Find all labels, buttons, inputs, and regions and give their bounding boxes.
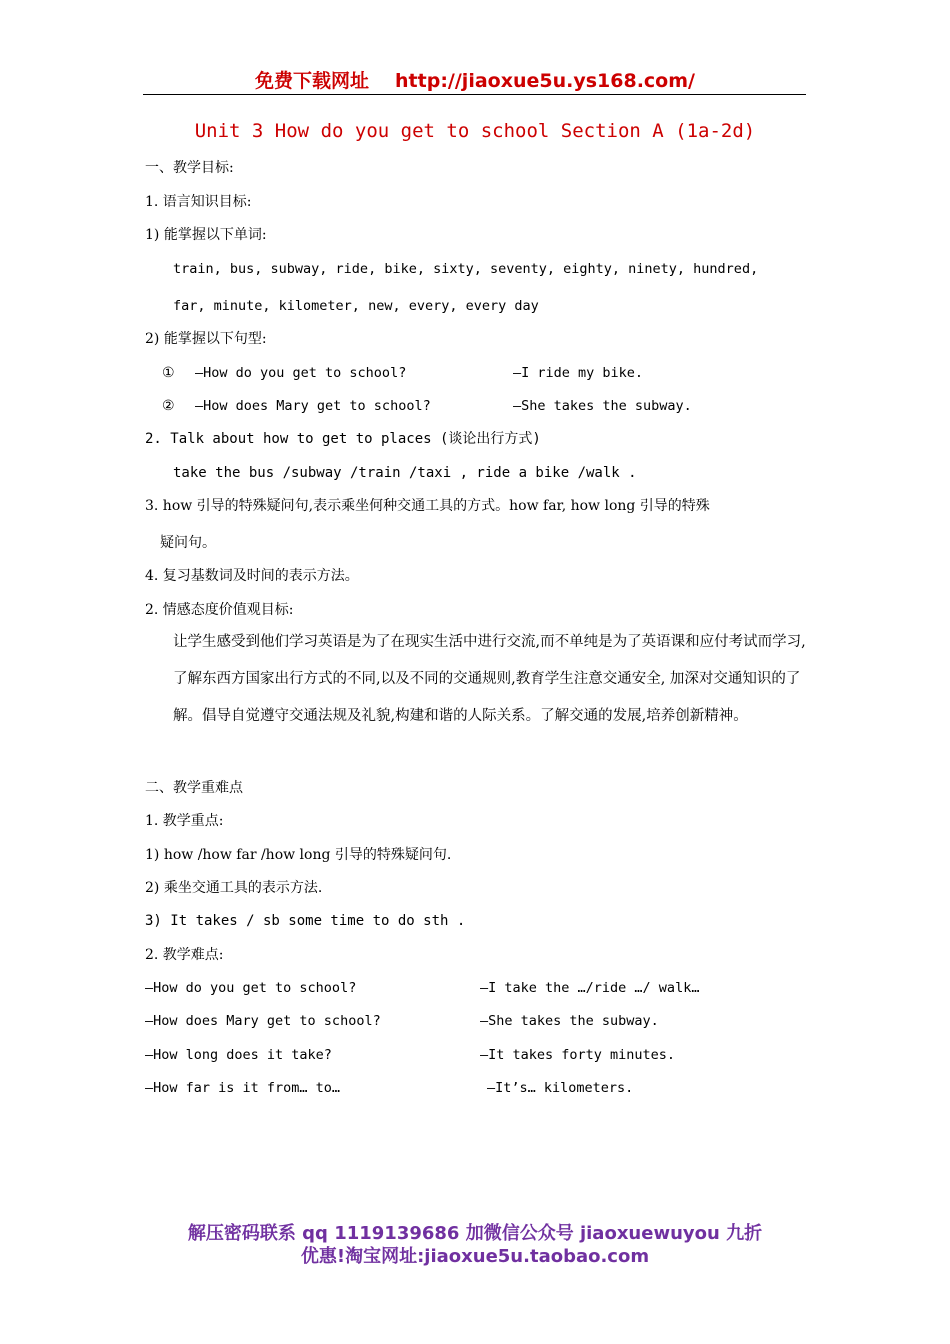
item-3-line-2: 疑问句。: [160, 535, 216, 551]
item-3-line-1: 3. how 引导的特殊疑问句,表示乘坐何种交通工具的方式。how far, how long 引导的特殊: [145, 498, 710, 514]
focus-item-1: 1) how /how far /how long 引导的特殊疑问句.: [145, 847, 452, 863]
section-heading-key-points: 二、教学重难点: [145, 780, 243, 796]
pattern-1-question: —How do you get to school?: [195, 365, 407, 381]
pattern-2-question: —How does Mary get to school?: [195, 398, 431, 414]
item-4: 4. 复习基数词及时间的表示方法。: [145, 568, 359, 584]
subheading-focus: 1. 教学重点:: [145, 813, 224, 829]
vocab-line-2: far, minute, kilometer, new, every, every day: [173, 298, 539, 314]
footer-line-1: 解压密码联系 qq 1119139686 加微信公众号 jiaoxuewuyou 九折: [187, 1223, 763, 1244]
dialog-answer: —It takes forty minutes.: [480, 1047, 676, 1063]
header-banner: [0, 66, 950, 93]
dialog-question: —How does Mary get to school?: [145, 1013, 381, 1029]
section-heading-objectives: 一、教学目标:: [145, 160, 234, 176]
dialog-question: —How far is it from… to…: [145, 1080, 341, 1096]
header-divider: [143, 94, 806, 95]
subheading-words: 1) 能掌握以下单词:: [145, 227, 267, 243]
dialog-answer: —I take the …/ride …/ walk…: [480, 980, 700, 996]
subheading-values: 2. 情感态度价值观目标:: [145, 602, 294, 618]
pattern-2-answer: —She takes the subway.: [513, 398, 692, 414]
dialog-answer: —It’s… kilometers.: [487, 1080, 634, 1096]
pattern-1-answer: —I ride my bike.: [513, 365, 644, 381]
focus-item-2: 2) 乘坐交通工具的表示方法.: [145, 880, 323, 896]
dialog-question: —How long does it take?: [145, 1047, 332, 1063]
dialog-question: —How do you get to school?: [145, 980, 357, 996]
transport-examples: take the bus /subway /train /taxi , ride a bike /walk .: [173, 465, 637, 481]
pattern-2-number: ②: [162, 398, 175, 414]
subheading-patterns: 2) 能掌握以下句型:: [145, 331, 267, 347]
talk-about-line: 2. Talk about how to get to places (谈论出行方式): [145, 431, 541, 447]
subheading-difficulties: 2. 教学难点:: [145, 947, 224, 963]
pattern-1-number: ①: [162, 365, 175, 381]
dialog-answer: —She takes the subway.: [480, 1013, 659, 1029]
header-url-link[interactable]: http://jiaoxue5u.ys168.com/: [395, 70, 695, 92]
footer-line-2: 优惠!淘宝网址:jiaoxue5u.taobao.com: [300, 1246, 650, 1267]
subheading-knowledge: 1. 语言知识目标:: [145, 194, 252, 210]
focus-item-3: 3) It takes / sb some time to do sth .: [145, 913, 466, 929]
page-title: Unit 3 How do you get to school Section A (1a-2d): [194, 120, 756, 142]
header-label: 免费下载网址: [255, 70, 370, 92]
values-paragraph: 让学生感受到他们学习英语是为了在现实生活中进行交流,而不单纯是为了英语课和应付考试而学习,了解东西方国家出行方式的不同,以及不同的交通规则,教育学生注意交通安全, 加深对交通知识的了解。倡导自觉遵守交通法规及礼貌,构建和谐的人际关系。了解交通的发展,培养创新精神。: [173, 634, 806, 724]
vocab-line-1: train, bus, subway, ride, bike, sixty, seventy, eighty, ninety, hundred,: [173, 261, 759, 277]
